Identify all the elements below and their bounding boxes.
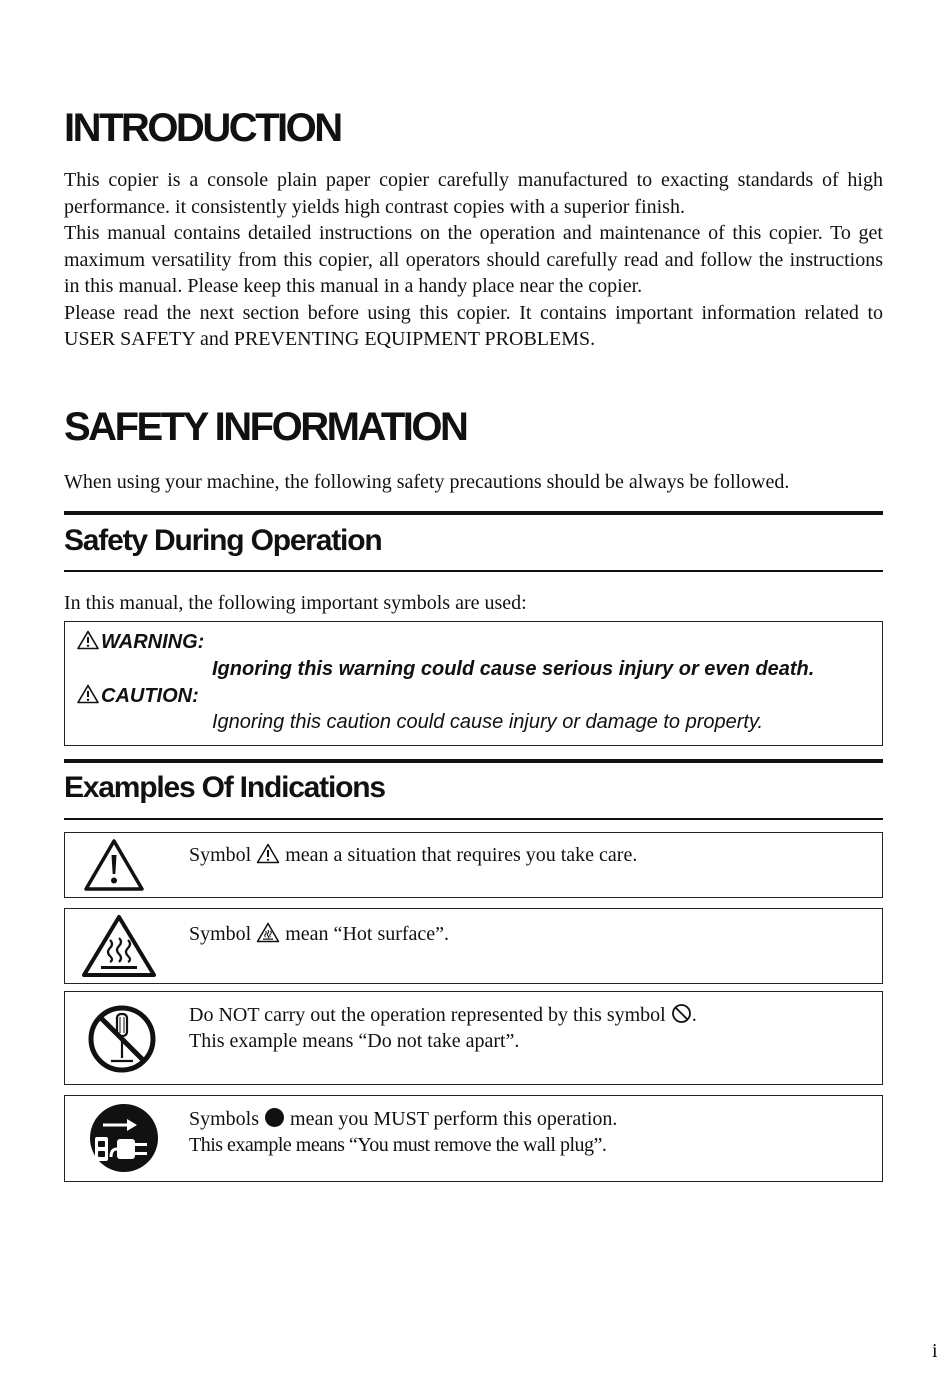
caution-text: Ignoring this caution could cause injury or damage to property. [212,711,764,733]
example-row-do-not-take-apart [64,991,883,1085]
warning-row [77,630,204,654]
example-row-caution [64,832,883,898]
example-text: Symbols mean you MUST perform this operation. This example means “You must remove the wall plug”. [189,1108,618,1156]
example-row-remove-plug [64,1095,883,1182]
warning-label: WARNING: [101,631,205,653]
caution-row [77,684,199,708]
caution-label: CAUTION: [101,685,199,707]
warning-triangle-icon [77,630,99,650]
section-rule [64,511,883,515]
page-number: i [932,1340,938,1362]
section-rule [64,818,883,820]
warning-text: Ignoring this warning could cause serious injury or even death. [212,658,815,680]
caution-triangle-icon [256,843,280,864]
hot-surface-icon [81,914,157,978]
caution-triangle-icon [83,838,145,892]
example-text: Do NOT carry out the operation represented by this symbol . This example means “Do not take apart”. [189,1004,697,1052]
example-text: Symbol mean a situation that requires you take care. [189,844,638,866]
mandatory-action-icon [264,1107,285,1128]
caution-triangle-icon [77,684,99,704]
safety-information-heading: SAFETY INFORMATION [64,405,467,449]
example-row-hot-surface [64,908,883,984]
do-not-disassemble-icon [87,1004,157,1074]
symbol-legend-box [64,621,883,746]
intro-paragraph-2: This manual contains detailed instructions on the operation and maintenance of this copier. To get maximum versatility from this copier, all operators should carefully read and follow the instructions in this manual. Please keep this manual in a handy place near the copier. [64,222,883,297]
section-rule [64,570,883,572]
intro-paragraph-1: This copier is a console plain paper copier carefully manufactured to exacting standards of high performance. it consistently yields high contrast copies with a superior finish. [64,169,883,218]
prohibition-icon [671,1003,692,1024]
introduction-body [64,167,883,353]
example-text: Symbol mean “Hot surface”. [189,923,450,945]
safety-information-text: When using your machine, the following safety precautions should be always be followed. [64,471,790,493]
examples-of-indications-heading: Examples Of Indications [64,771,385,804]
symbols-intro-text: In this manual, the following important symbols are used: [64,592,527,614]
introduction-heading: INTRODUCTION [64,106,341,150]
hot-surface-icon [256,922,280,943]
intro-paragraph-3: Please read the next section before using this copier. It contains important information related to USER SAFETY and PREVENTING EQUIPMENT PROBLEMS. [64,301,883,350]
section-rule [64,759,883,763]
remove-wall-plug-icon [89,1103,159,1173]
safety-during-operation-heading: Safety During Operation [64,524,382,557]
